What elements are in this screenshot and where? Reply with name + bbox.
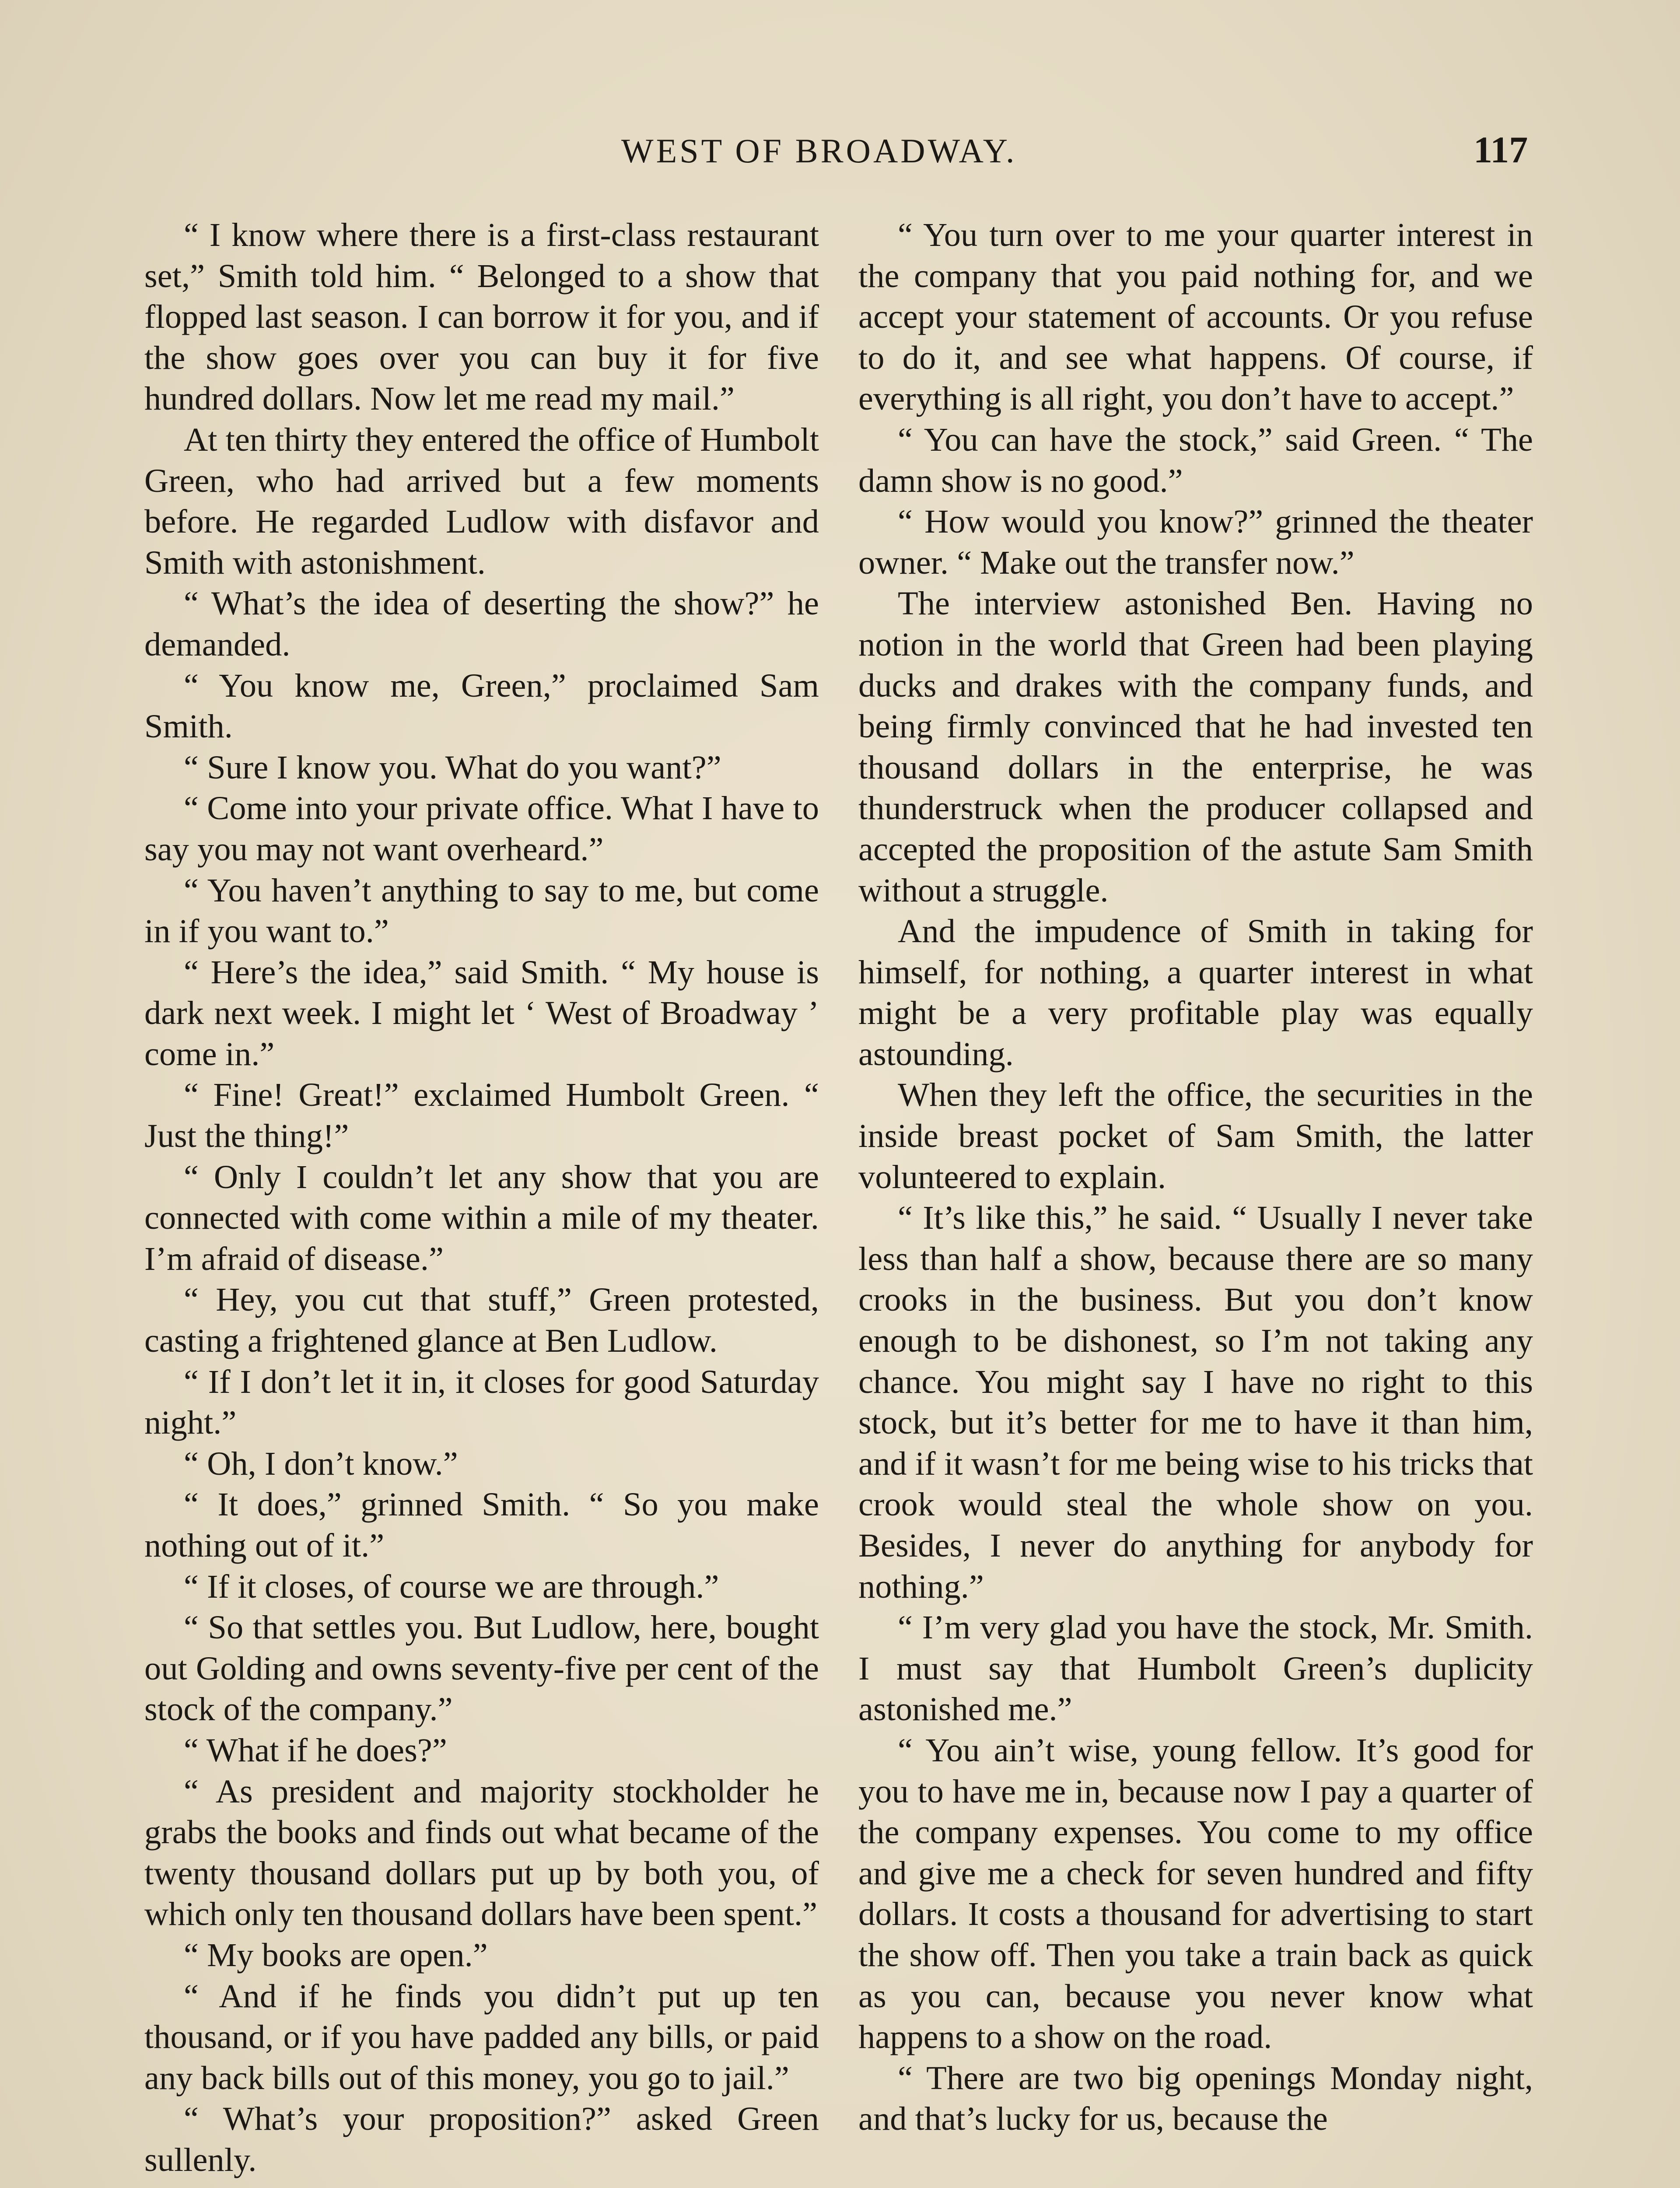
paragraph: “ It does,” grinned Smith. “ So you make nothing out of it.” [144, 1486, 819, 1564]
right-column [858, 214, 1533, 2139]
paragraph: “ And if he finds you didn’t put up ten thousand, or if you have padded any bills, or paid any back bills out of this money, you go to jail.” [144, 1977, 819, 2097]
paragraph: “ What’s your proposition?” asked Green sullenly. [144, 2100, 819, 2178]
paragraph: “ Here’s the idea,” said Smith. “ My house is dark next week. I might let ‘ West of Broadway ’ come in.” [144, 953, 819, 1073]
paragraph: “ If it closes, of course we are through.” [184, 1567, 719, 1605]
paragraph: “ You know me, Green,” proclaimed Sam Smith. [144, 666, 819, 745]
paragraph: “ What if he does?” [184, 1731, 447, 1769]
paragraph: “ I’m very glad you have the stock, Mr. Smith. I must say that Humbolt Green’s duplicity astonished me.” [858, 1609, 1533, 1728]
paragraph: “ Oh, I don’t know.” [184, 1445, 458, 1482]
paragraph: “ Hey, you cut that stuff,” Green protested, casting a frightened glance at Ben Ludlow. [144, 1281, 819, 1360]
paragraph: “ My books are open.” [184, 1936, 488, 1974]
paragraph: “ Only I couldn’t let any show that you are connected with come within a mile of my theater. I’m afraid of disease.” [144, 1158, 819, 1277]
paragraph: “ Come into your private office. What I have to say you may not want overheard.” [144, 789, 819, 868]
paragraph: “ If I don’t let it in, it closes for good Saturday night.” [144, 1363, 819, 1441]
paragraph: “ There are two big openings Monday night, and that’s lucky for us, because the [858, 2059, 1533, 2138]
paragraph: “ You turn over to me your quarter interest in the company that you paid nothing for, and we accept your statement of accounts. Or you refuse to do it, and see what happens. Of course, if everything is all right, you don’t have to accept.” [858, 216, 1533, 417]
paragraph: “ You haven’t anything to say to me, but come in if you want to.” [144, 871, 819, 950]
paragraph: “ Fine! Great!” exclaimed Humbolt Green. “ Just the thing!” [144, 1076, 819, 1155]
paragraph: “ Sure I know you. What do you want?” [184, 748, 721, 786]
paragraph: “ You can have the stock,” said Green. “ The damn show is no good.” [858, 421, 1533, 499]
paragraph: “ As president and majority stockholder he grabs the books and finds out what became of the twenty thousand dollars put up by both you, of which only ten thousand dollars have been spent.” [144, 1772, 819, 1933]
paragraph: “ I know where there is a first-class restaurant set,” Smith told him. “ Belonged to a show that flopped last season. I can borrow it for you, and if the show goes over you can buy it for five hundred dollars. Now let me read my mail.” [144, 216, 819, 417]
paragraph: “ What’s the idea of deserting the show?” he demanded. [144, 585, 819, 663]
paragraph: “ So that settles you. But Ludlow, here, bought out Golding and owns seventy-five per cent of the stock of the company.” [144, 1609, 819, 1728]
running-title: WEST OF BROADWAY. [621, 132, 1017, 170]
paragraph: “ You ain’t wise, young fellow. It’s good for you to have me in, because now I pay a quarter of the company expenses. You come to my office and give me a check for seven hundred and fifty dollars. It costs a thousand for advertising to start the show off. Then you take a train back as quick as you can, because you never know what happens to a show on the road. [858, 1731, 1533, 2056]
paragraph: And the impudence of Smith in taking for himself, for nothing, a quarter interest in what might be a very profitable play was equally astounding. [858, 912, 1533, 1073]
paragraph: “ How would you know?” grinned the theater owner. “ Make out the transfer now.” [858, 503, 1533, 581]
paragraph: “ It’s like this,” he said. “ Usually I never take less than half a show, because there are so many crooks in the business. But you don’t know enough to be dishonest, so I’m not taking any chance. You might say I have no right to this stock, but it’s better for me to have it than him, and if it wasn’t for me being wise to his tricks that crook would steal the whole show on you. Besides, I never do anything for anybody for nothing.” [858, 1199, 1533, 1605]
paragraph: At ten thirty they entered the office of Humbolt Green, who had arrived but a few moments before. He regarded Ludlow with disfavor and Smith with astonishment. [144, 421, 819, 581]
paragraph: The interview astonished Ben. Having no notion in the world that Green had been playing ducks and drakes with the company funds, and being firmly convinced that he had invested ten thousand dollars in the enterprise, he was thunderstruck when the producer collapsed and accepted the proposition of the astute Sam Smith without a struggle. [858, 585, 1533, 909]
paragraph: When they left the office, the securities in the inside breast pocket of Sam Smith, the latter volunteered to explain. [858, 1076, 1533, 1196]
page-number: 117 [1474, 129, 1528, 171]
left-column [144, 214, 819, 2181]
